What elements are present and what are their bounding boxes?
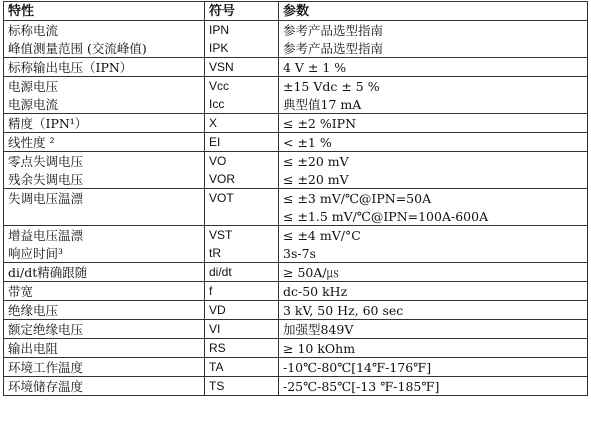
row-characteristic: 环境工作温度 [4,358,205,377]
row-characteristic: 精度（IPN¹） [4,114,205,133]
row-characteristic: 环境储存温度 [4,377,205,396]
row-parameter: 3s-7s [279,244,588,263]
table-row [4,39,588,58]
row-symbol: RS [205,339,279,358]
row-parameter: ≤ ±4 mV/°C [279,226,588,245]
table-row [4,263,588,282]
row-symbol [205,207,279,226]
row-parameter: 加强型849V [279,320,588,339]
table-header-row [4,2,588,21]
row-parameter: ±15 Vdc ± 5 % [279,77,588,96]
table-row [4,226,588,245]
table-row [4,189,588,208]
table-row [4,207,588,226]
row-parameter: ≤ ±1.5 mV/℃@IPN=100A-600A [279,207,588,226]
row-symbol: VST [205,226,279,245]
row-characteristic: 峰值测量范围 (交流峰值) [4,39,205,58]
row-parameter: dc-50 kHz [279,282,588,301]
row-characteristic: 输出电阻 [4,339,205,358]
row-characteristic: 增益电压温漂 [4,226,205,245]
row-symbol: EI [205,133,279,152]
row-characteristic: 残余失调电压 [4,170,205,189]
row-characteristic: 线性度 ² [4,133,205,152]
row-symbol: VI [205,320,279,339]
row-parameter: ≤ ±2 %IPN [279,114,588,133]
row-characteristic [4,207,205,226]
row-parameter: -10℃-80℃[14℉-176℉] [279,358,588,377]
row-symbol: X [205,114,279,133]
table-row [4,282,588,301]
table-row [4,358,588,377]
table-row [4,133,588,152]
table-row [4,58,588,77]
table-row [4,170,588,189]
row-symbol: VOT [205,189,279,208]
header-characteristic: 特性 [4,2,205,21]
row-symbol: IPK [205,39,279,58]
row-parameter: -25℃-85℃[-13 ℉-185℉] [279,377,588,396]
row-parameter: 4 V ± 1 % [279,58,588,77]
table-row [4,377,588,396]
row-symbol: tR [205,244,279,263]
row-parameter: ≥ 10 kOhm [279,339,588,358]
row-parameter: < ±1 % [279,133,588,152]
row-parameter: 3 kV, 50 Hz, 60 sec [279,301,588,320]
header-symbol: 符号 [205,2,279,21]
row-symbol: VSN [205,58,279,77]
row-parameter: ≤ ±3 mV/℃@IPN=50A [279,189,588,208]
row-symbol: VD [205,301,279,320]
row-parameter: 参考产品选型指南 [279,21,588,40]
table-row [4,244,588,263]
row-symbol: VOR [205,170,279,189]
table-row [4,152,588,171]
table-row [4,114,588,133]
row-characteristic: 零点失调电压 [4,152,205,171]
row-symbol: Vcc [205,77,279,96]
table-row [4,339,588,358]
row-symbol: f [205,282,279,301]
row-parameter: ≤ ±20 mV [279,170,588,189]
row-parameter: 典型值17 mA [279,95,588,114]
row-characteristic: di/dt精确跟随 [4,263,205,282]
row-characteristic: 带宽 [4,282,205,301]
row-symbol: TA [205,358,279,377]
row-characteristic: 响应时间³ [4,244,205,263]
row-symbol: Icc [205,95,279,114]
row-symbol: di/dt [205,263,279,282]
row-parameter: 参考产品选型指南 [279,39,588,58]
row-symbol: IPN [205,21,279,40]
row-characteristic: 标称电流 [4,21,205,40]
row-characteristic: 电源电流 [4,95,205,114]
table-row [4,320,588,339]
header-parameter: 参数 [279,2,588,21]
row-parameter: ≤ ±20 mV [279,152,588,171]
row-parameter: ≥ 50A/㎲ [279,263,588,282]
row-characteristic: 失调电压温漂 [4,189,205,208]
table-row [4,77,588,96]
table-row [4,301,588,320]
row-characteristic: 电源电压 [4,77,205,96]
specification-table [3,1,588,396]
row-characteristic: 绝缘电压 [4,301,205,320]
row-characteristic: 标称输出电压（IPN） [4,58,205,77]
table-row [4,21,588,40]
table-row [4,95,588,114]
row-symbol: VO [205,152,279,171]
row-symbol: TS [205,377,279,396]
row-characteristic: 额定绝缘电压 [4,320,205,339]
